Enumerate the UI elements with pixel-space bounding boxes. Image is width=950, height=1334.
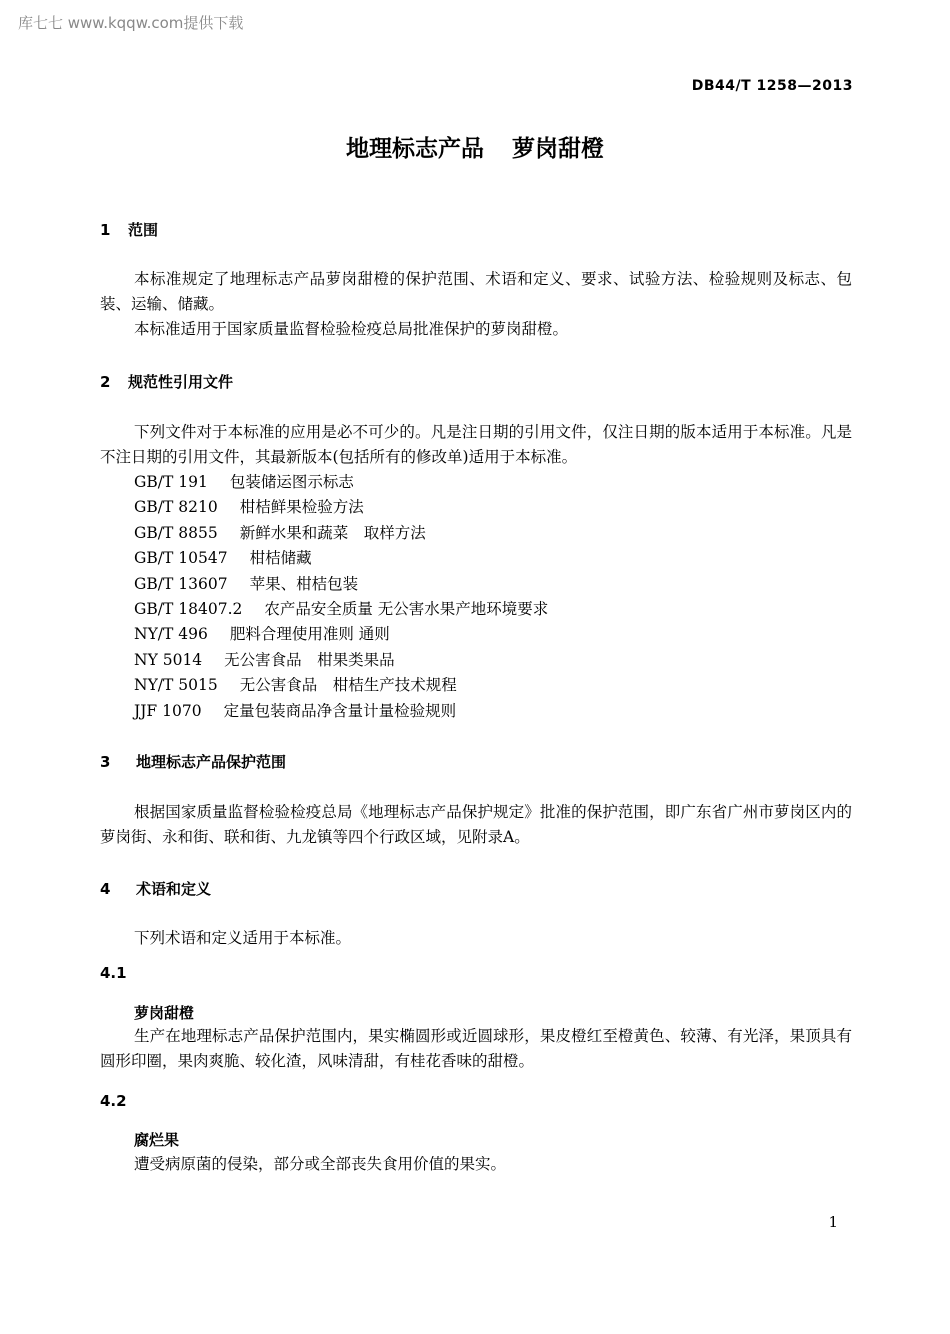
section-4-title: 术语和定义 [136, 880, 212, 898]
reference-code: NY/T 496 [134, 625, 208, 644]
reference-title: 无公害食品 柑桔生产技术规程 [239, 676, 457, 695]
section-4-heading [100, 878, 211, 899]
reference-item [134, 673, 548, 698]
section-1-heading [100, 219, 158, 240]
reference-code: GB/T 13607 [134, 574, 228, 593]
reference-item [134, 495, 548, 520]
reference-item [134, 597, 548, 622]
reference-code: GB/T 8210 [134, 498, 218, 517]
section-3-number: 3 [100, 753, 111, 771]
reference-code: GB/T 191 [134, 473, 208, 491]
reference-title: 肥料合理使用准则 通则 [229, 625, 390, 644]
watermark-text: 库七七 www.kqqw.com提供下载 [18, 14, 244, 32]
section-1-paragraph-1: 本标准规定了地理标志产品萝岗甜橙的保护范围、术语和定义、要求、试验方法、检验规则及标志、包装、运输、储藏。 [100, 270, 852, 313]
section-2-paragraph-1: 下列文件对于本标准的应用是必不可少的。凡是注日期的引用文件，仅注日期的版本适用于本标准。凡是不注日期的引用文件，其最新版本(包括所有的修改单)适用于本标准。 [100, 423, 852, 466]
section-1-title: 范围 [128, 221, 159, 239]
term-4-2-name: 腐烂果 [134, 1131, 180, 1149]
term-4-2-definition: 遭受病原菌的侵染，部分或全部丧失食用价值的果实。 [134, 1155, 507, 1173]
section-2-heading [100, 371, 233, 392]
reference-item [134, 699, 548, 724]
reference-item [134, 546, 548, 571]
reference-code: GB/T 18407.2 [134, 600, 243, 619]
section-1-number: 1 [100, 221, 111, 239]
reference-title: 包装储运图示标志 [229, 473, 354, 491]
normative-references-list [134, 470, 548, 724]
section-3-heading [100, 751, 286, 772]
reference-item [134, 470, 548, 495]
term-4-1-definition: 生产在地理标志产品保护范围内，果实椭圆形或近圆球形，果皮橙红至橙黄色、较薄、有光泽，果顶具有圆形印圈，果肉爽脆、较化渣，风味清甜，有桂花香味的甜橙。 [100, 1027, 852, 1070]
section-4-number: 4 [100, 880, 111, 898]
section-1-paragraph-2: 本标准适用于国家质量监督检验检疫总局批准保护的萝岗甜橙。 [134, 320, 569, 338]
reference-item [134, 521, 548, 546]
reference-item [134, 572, 548, 597]
reference-title: 苹果、柑桔包装 [249, 574, 359, 593]
title-part-1: 地理标志产品 [346, 136, 484, 162]
standard-number: DB44/T 1258—2013 [691, 78, 853, 94]
section-2-title: 规范性引用文件 [128, 373, 234, 391]
section-4-paragraph-1: 下列术语和定义适用于本标准。 [134, 929, 352, 947]
term-4-1-number: 4.1 [100, 964, 127, 982]
reference-title: 无公害食品 柑果类果品 [224, 650, 395, 669]
reference-code: GB/T 8855 [134, 523, 218, 542]
reference-item [134, 648, 548, 673]
term-4-1-name: 萝岗甜橙 [134, 1004, 195, 1022]
title-part-2: 萝岗甜橙 [512, 136, 604, 162]
document-title [0, 130, 950, 163]
reference-title: 农产品安全质量 无公害水果产地环境要求 [264, 600, 549, 619]
section-3-paragraph-1: 根据国家质量监督检验检疫总局《地理标志产品保护规定》批准的保护范围，即广东省广州市萝岗区内的萝岗街、永和街、联和街、九龙镇等四个行政区域，见附录A。 [100, 803, 852, 846]
reference-code: NY 5014 [134, 650, 203, 669]
reference-title: 定量包装商品净含量计量检验规则 [223, 701, 457, 720]
page-number: 1 [828, 1213, 838, 1231]
reference-code: JJF 1070 [134, 701, 202, 720]
section-3-title: 地理标志产品保护范围 [136, 753, 287, 771]
section-2-number: 2 [100, 373, 111, 391]
reference-code: GB/T 10547 [134, 549, 228, 568]
reference-code: NY/T 5015 [134, 676, 218, 695]
reference-title: 柑桔储藏 [249, 549, 312, 568]
reference-title: 新鲜水果和蔬菜 取样方法 [239, 523, 426, 542]
reference-title: 柑桔鲜果检验方法 [239, 498, 364, 517]
reference-item [134, 622, 548, 647]
term-4-2-number: 4.2 [100, 1092, 127, 1110]
